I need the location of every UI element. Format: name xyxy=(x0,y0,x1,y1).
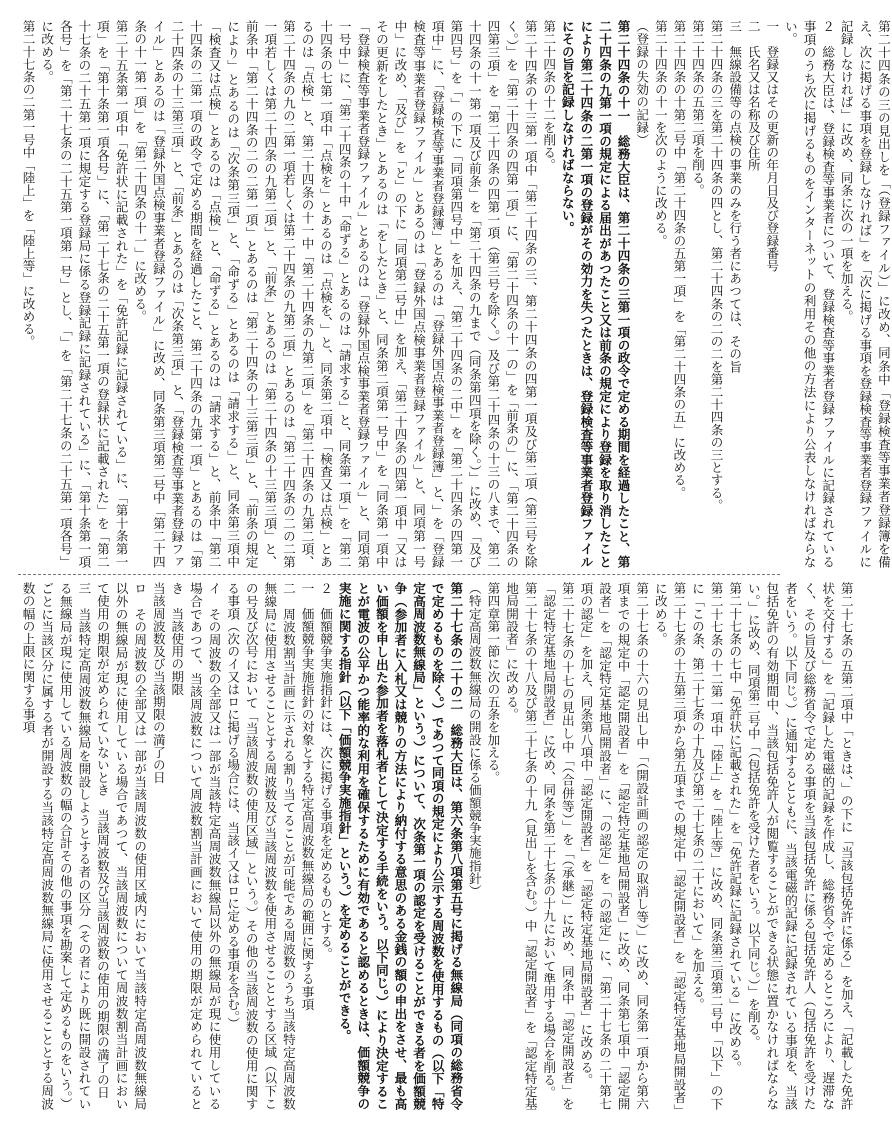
paragraph: 第二十四条の十三第一項中「第二十四条の三、第二十四条の四第一項及び第二項（第三号を除く。）」を「第二十四条の四第一項」に、「第二十四条の十一の」を「前条の」に、「第二十四条の四第三項」を「第二十四条の四第一項（第三号を除く。）及び第二十四条の十三の八まで、第二十四条の十一第一項及び前条」を「第二十四条の九まで（同条第四項を除く。）」に改め、「及び第四号」を「」の下に「同項第四号中」を加え、「第二十四条の二中」を「第二十四条の四第一項中」に、「登録検査等事業者登録簿」とあるのは「登録外国点検事業者登録簿」と、」を「登録検査等事業者登録ファイル」とあるのは「登録外国点検事業者登録ファイル」と、同項第一号中」に改め、「及び」を「と」の下に「同項第二号中」を加え、「第二十四条の四第一項中「又はその更新をしたとき」とあるのは「をしたとき」と、同条第二項第一号中」を「同条第一項中「登録検査等事業者登録ファイル」とあるのは「登録外国点検事業者登録ファイル」と、同項第一号中」に、「第二十四条の十中「命ずる」とあるのは「請求する」と、同条第一項」を「第二十四条の七第一項中「点検を」とあるのは「点検を、」と、同条第二項中「検査又は点検」とあるのは「点検」と、第二十四条の十一中「第二十四条の九第二項」を「第二十四条の九第二項、第二十四条の九の二第一項若しくは第二十四条の九第二項」とあるのは「第二十四条の二の二第一項若しくは第二十四条の九第二項」と、「前条」とあるのは「第二十四条の十三第三項」と、前条中「第二十四条の二の二第一項」とあるのは「第二十四条の十三第三項」と、「前条の規定により」とあるのは「次条第三項」と、「命ずる」とあるのは「請求する」と、同条第三項中「検査又は点検」とあるのは「点検」と、「命ずる」とあるのは「請求する」と、前条中「第二十四条の二第一項の政令で定める期間を経過したこと、第二十四条の九第一項」とあるのは「第二十四条の十三第三項」と、「前条」とあるのは「次条第三項」と、「登録検査等事業者登録ファイル」とあるのは「登録外国点検事業者登録ファイル」に改め、同条第三項第二号中「第二十四条の十一第一項」を「第二十四条の十一」に改める。 xyxy=(132,20,538,568)
article-text: 第二十七条の二十の二 総務大臣は、第六条第八項第五号に掲げる無線局（同項の総務省令で定めるものを除く。）であつて同項の規定により公示する周波数を使用するもの（以下「特定高周波数無線局」という。）について、次条第一項の認定を受けることができる者を価額競争（参加者に入札又は競りの方法により納付する意思のある金銭の額の申出をさせ、最も高い価額を申し出た参加者を落札者として決定する手続をいう。以下同じ。）により決定することが電波の公平かつ能率的な利用を確保するために有効であると認めるときは、価額競争の実施に関する指針（以下「価額競争実施指針」という。）を定めることができる。 xyxy=(336,582,464,1110)
paragraph: 第二十七条の十八及び第二十七条の十九（見出しを含む。）中「認定開設者」を「認定特定基地局開設者」に改める。 xyxy=(504,582,538,1110)
list-item: 二 周波数割当計画に示される割り当てることが可能である周波数のうち当該特定高周波数無線局に使用させることとする周波数及び当該周波数を使用させることとする区域（以下この号及び次号において「当該周波数の使用区域」という。）その他の当該周波数の使用に関する事項（次のイ又はロに掲げる場合には、当該イ又はロに定める事項を含む。） xyxy=(225,582,296,1110)
paragraph: 第二十四条の三の見出しを「（登録ファイル）」に改め、同条中「登録検査等事業者登録簿を備え、次に掲げる事項を登録しなければ」を「次に掲げる事項を登録検査等事業者登録ファイルに記録しなければ」に改め、同条に次の一項を加える。 xyxy=(838,20,891,568)
list-item: 三 無線設備等の点検の事業のみを行う者にあつては、その旨 xyxy=(727,20,743,373)
paragraph: 第二十七条の十六の見出し中「（開設計画の認定の取消し等）」に改め、同条第一項から第六項までの規定中「認定開設者」を「認定特定基地局開設者」に改め、同条第七項中「認定開設者」を「認定特定基地局開設者」に、「の認定」を「の認定」に、「第二十七条の二十第七項の認定」を加え、同条第八項中「認定開設者」を「認定特定基地局開設者」に改める。 xyxy=(578,582,650,1110)
paragraph: ２ 総務大臣は、登録検査等事業者について、登録検査等事業者登録ファイルに記録されている事項のうち次に掲げるものをインターネットの利用その他の方法により公表しなければならない。 xyxy=(782,20,836,568)
article-text: 第二十四条の十一 総務大臣は、第二十四条の三第一項の政令で定める期間を経過したこと、第二十四条の九第一項の規定による届出があつたこと又は前条の規定により登録を取り消したことにより第二十四条の二第一項の登録がその効力を失つたときは、登録検査等事業者登録ファイルにその旨を記録しなければならない。 xyxy=(559,20,631,568)
paragraph: 第二十四条の十一を次のように改める。 xyxy=(652,20,668,247)
paragraph: 第二十四条の十二を削る。 xyxy=(541,20,557,172)
paragraph: 第二十四条の三を第二十四条の四とし、第二十四条の二の二を第二十四条の三とする。 xyxy=(708,20,724,512)
paragraph: 第二十七条の二第一号中「陸上」を「陸上等」に改める。 xyxy=(20,20,36,348)
lower-vertical-text xyxy=(18,582,855,1110)
paragraph: 第二十四条の五第二項を削る。 xyxy=(689,20,705,197)
list-item: イ その周波数の全部又は一部が当該特定高周波数無線局以外の無線局が現に使用している場合であつて、当該周波数について周波数割当計画において使用の期限が定められているとき 当該使用の期限 xyxy=(169,582,222,1110)
article-heading-note: （特定高周波数無線局の開設に係る価額競争実施指針） xyxy=(466,582,482,897)
upper-text-block xyxy=(18,20,891,568)
paragraph: 第二十七条の七中「免許状に記載された」を「免許記録に記録されている」に改める。 xyxy=(727,582,743,1074)
section-divider xyxy=(18,574,780,575)
list-item: 一 価額競争実施指針の対象とする特定高周波数無線局の範囲に関する事項 xyxy=(299,582,315,1011)
paragraph: 第二十七条の十七の見出し中「（合併等）」を「（承継）」に改め、同条中「認定開設者」を「認定特定基地局開設者」に改め、同条を第二十七条の十九において準用する場合を削る。 xyxy=(541,582,575,1110)
list-item: 三 当該特定高周波数無線局を開設しようとする者の区分（その者により既に開設されている無線局が現に使用している周波数の幅の合計その他の事項を勘案して定めるものをいう。）ごとに当該区分に属する者が開設する当該特定高周波数無線局に使用させることとする周波数の幅の上限に関する事項 xyxy=(20,582,92,1110)
lower-text-block xyxy=(18,582,854,1110)
paragraph: 第二十四条の十第二号中「第二十四条の五第一項」を「第二十四条の五」に改める。 xyxy=(671,20,687,499)
paragraph: ２ 価額競争実施指針には、次に掲げる事項を定めるものとする。 xyxy=(318,582,334,960)
paragraph: 第四章第一節に次の五条を加える。 xyxy=(485,582,501,784)
list-item: ロ その周波数の全部又は一部が当該周波数の使用区域内において当該特定高周波数無線局以外の無線局が現に使用している場合であつて、当該周波数について周波数割当計画において使用の期限が定められていないとき 当該周波数及び当該周波数の使用の期限の満了の日 xyxy=(94,582,148,1110)
paragraph: 第二十七条の五第二項中「ときは、」の下に「当該包括免許に係る」を加え、「記載した免許状を交付する」を「記録した電磁的記録を作成し、総務省令で定めるところにより、遅滞なく、その旨及び総務省令で定める事項を当該包括免許に係る包括免許人（包括免許を受けた者をいう。以下同じ。）に通知するとともに、当該電磁的記録に記録されている事項を、当該包括免許の有効期間中、当該包括免許人が閲覧することができる状態に置かなければならない。」に改め、同項第二号中「（包括免許を受けた者をいう。以下同じ。）」を削る。 xyxy=(745,582,854,1110)
list-item: 一 登録又はその更新の年月日及び登録番号 xyxy=(764,20,780,272)
paragraph: 第二十七条の十二第一項中「陸上」を「陸上等」に改め、同条第三項第二号中「以下」の下に「この条、第二十七条の十九及び第二十七条の二十において」を加える。 xyxy=(689,582,724,1110)
list-item: 当該周波数及び当該期限の満了の日 xyxy=(150,582,166,784)
paragraph: 第二十五条第一項中「免許状に記載された」を「免許記録に記録されている」に、「第十条第一項」を「第十条第一項各号」に、「第二十七条の二十五第一項の登録状に記載された」を「第二十七条の二十五第一項に規定する登録局に係る登録記録に記録されている」に、「第十条第一項各号」を「第二十七条の二十五第一項第一号」とし、「」を「第二十七条の二十五第一項各号」に改める。 xyxy=(39,20,129,568)
paragraph: 第二十七条の十五第三項から第五項までの規定中「認定開設者」を「認定特定基地局開設者」に改める。 xyxy=(652,582,687,1110)
list-item: 二 氏名又は名称及び住所 xyxy=(745,20,761,172)
article-heading-note: （登録の失効の記録） xyxy=(634,20,650,146)
upper-vertical-text xyxy=(18,20,892,568)
